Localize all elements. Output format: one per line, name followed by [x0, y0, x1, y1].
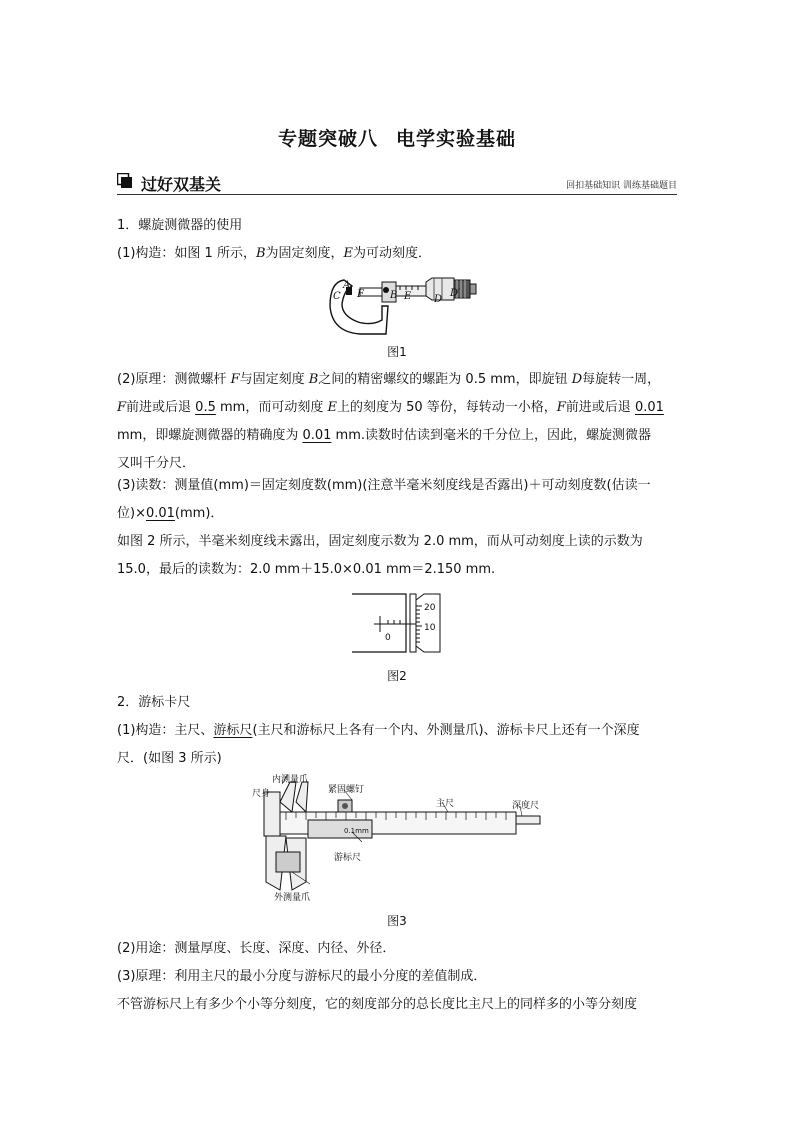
fig3-label-screw: 紧固螺钉 — [328, 785, 365, 795]
figure-2-caption: 图2 — [387, 669, 407, 683]
fig3-label-depth: 深度尺 — [512, 801, 540, 811]
paragraph-example: 如图 2 所示，半毫米刻度线未露出，固定刻度示数为 2.0 mm，而从可动刻度上读的示数为 15.0，最后的读数为：2.0 mm＋15.0×0.01 mm＝2.150 mm. — [117, 534, 643, 577]
fig1-label-c: C — [333, 291, 341, 302]
fig1-label-a: A — [343, 280, 351, 291]
fig3-label-outer-jaw: 外测量爪 — [274, 893, 311, 903]
vernier-caliper-figure — [252, 772, 548, 902]
figure-3-caption: 图3 — [387, 914, 407, 928]
fig3-label-scale: 0.1mm — [344, 827, 369, 835]
fig3-label-main-ruler: 主尺 — [436, 799, 455, 809]
fig2-label-0: 0 — [385, 633, 391, 643]
fig1-label-e: E — [404, 291, 412, 302]
page-title: 专题突破八 电学实验基础 — [277, 128, 517, 150]
heading-micrometer: 1．螺旋测微器的使用 — [117, 218, 243, 233]
figure-1-caption: 图1 — [387, 345, 407, 359]
fig2-label-10: 10 — [424, 623, 436, 633]
fig1-label-b: B — [390, 290, 398, 301]
section-square-icon — [117, 173, 133, 189]
fig3-label-body: 尺身 — [252, 789, 271, 799]
paragraph-principle: (2)原理：测微螺杆 F与固定刻度 B之间的精密螺纹的螺距为 0.5 mm，即旋钮 D每旋转一周， F前进或后退 0.5 mm，而可动刻度 E上的刻度为 50 等份，每转动一小格，F前进或后退 0.01 mm，即螺旋测微器的精确度为 0.01 mm.读数时估读到毫米的千分位上，因此，螺旋测微器 又叫千分尺． — [117, 372, 664, 471]
section-subtitle: 回扣基础知识 训练基础题目 — [566, 181, 677, 191]
fig3-label-vernier: 游标尺 — [334, 853, 362, 863]
paragraph-caliper-principle: (3)原理：利用主尺的最小分度与游标尺的最小分度的差值制成． — [117, 969, 487, 984]
fig2-label-20: 20 — [424, 603, 436, 613]
paragraph-construction: (1)构造：如图 1 所示，B为固定刻度，E为可动刻度． — [117, 246, 432, 261]
fig3-label-inner-jaw: 内测量爪 — [272, 775, 309, 785]
fig1-label-d-prime: D′ — [450, 288, 461, 299]
heading-vernier-caliper: 2．游标卡尺 — [117, 695, 191, 710]
paragraph-caliper-detail: 不管游标尺上有多少个小等分刻度，它的刻度部分的总长度比主尺上的同样多的小等分刻度 — [117, 997, 638, 1012]
fig1-label-d: D — [434, 294, 443, 305]
section-header — [117, 172, 677, 195]
paragraph-caliper-use: (2)用途：测量厚度、长度、深度、内径、外径． — [117, 941, 396, 956]
fig1-label-f: F — [357, 289, 364, 300]
paragraph-caliper-construction: (1)构造：主尺、游标尺(主尺和游标尺上各有一个内、外测量爪)、游标卡尺上还有一个深度 尺．(如图 3 所示) — [117, 723, 640, 766]
paragraph-reading: (3)读数：测量值(mm)＝固定刻度数(mm)(注意半毫米刻度线是否露出)＋可动刻度数(估读一 位)×0.01(mm)． — [117, 478, 651, 521]
section-title: 过好双基关 — [141, 175, 222, 194]
